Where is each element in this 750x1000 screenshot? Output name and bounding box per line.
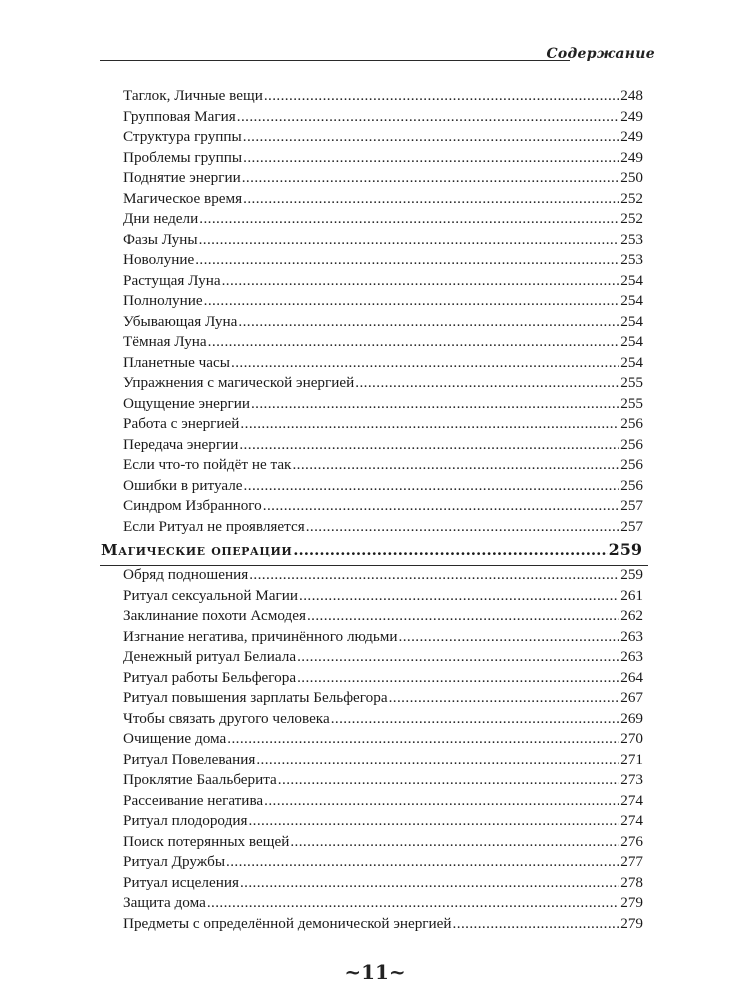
toc-entry-page: 253 (620, 230, 643, 248)
toc-entry-page: 254 (620, 333, 643, 350)
toc-entry-page: 248 (620, 87, 643, 104)
toc-entry[interactable] (123, 312, 643, 332)
toc-leader-dots (307, 606, 619, 626)
toc-entry[interactable] (123, 271, 643, 291)
toc-leader-dots (208, 332, 620, 352)
toc-entry-title: Тёмная Луна (123, 333, 207, 350)
toc-entry-title: Структура группы (123, 128, 242, 145)
toc-entry[interactable] (123, 353, 643, 373)
toc-entry-title: Дни недели (123, 210, 199, 227)
toc-entry-title: Ритуал плодородия (123, 812, 248, 829)
toc-entry[interactable] (123, 476, 643, 496)
toc-entry-title: Ритуал работы Бельфегора (123, 668, 297, 686)
toc-leader-dots (292, 455, 619, 475)
toc-entry[interactable] (123, 811, 643, 831)
toc-leader-dots (227, 729, 619, 749)
toc-entry-page: 263 (620, 627, 643, 645)
toc-leader-dots (293, 538, 607, 562)
toc-entry[interactable] (123, 791, 643, 811)
toc-entry-title: Полнолуние (123, 292, 203, 309)
toc-leader-dots (278, 770, 619, 790)
toc-entry-title: Защита дома (123, 894, 206, 911)
toc-entry[interactable] (123, 668, 643, 688)
toc-entry-title: Ритуал сексуальной Магии (123, 586, 299, 604)
toc-entry-title: Групповая Магия (123, 107, 236, 125)
toc-leader-dots (263, 496, 619, 516)
toc-leader-dots (306, 517, 620, 537)
toc-entry-title: Убывающая Луна (123, 312, 238, 330)
toc-entry[interactable] (123, 647, 643, 667)
toc-entry-title: Ошибки в ритуале (123, 476, 243, 494)
toc-entry[interactable] (123, 496, 643, 516)
toc-leader-dots (238, 312, 619, 332)
toc-leader-dots (249, 565, 619, 585)
toc-entry-page: 256 (620, 456, 643, 473)
toc-entry[interactable] (123, 893, 643, 913)
toc-leader-dots (256, 750, 619, 770)
section-title: Магические операции (101, 541, 293, 559)
toc-entry-page: 252 (620, 210, 643, 227)
toc-entry[interactable] (123, 168, 643, 188)
toc-entry-title: Проклятие Баальберита (123, 771, 277, 788)
toc-entry-title: Ритуал исцеления (123, 873, 239, 891)
toc-leader-dots (222, 271, 620, 291)
toc-entry-title: Денежный ритуал Белиала (123, 648, 297, 665)
toc-entry-title: Фазы Луны (123, 230, 198, 248)
header-rule (100, 60, 570, 61)
toc-leader-dots (243, 127, 619, 147)
toc-entry[interactable] (123, 770, 643, 790)
toc-entry[interactable] (123, 606, 643, 626)
page-number: ~11~ (344, 960, 406, 984)
toc-entry[interactable] (123, 414, 643, 434)
toc-entry-title: Если Ритуал не проявляется (123, 517, 305, 535)
toc-entry-page: 249 (620, 128, 643, 145)
toc-entry-title: Упражнения с магической энергией (123, 374, 355, 391)
toc-section-heading[interactable] (101, 538, 642, 562)
toc-entry-page: 253 (620, 251, 643, 268)
toc-entry[interactable] (123, 148, 643, 168)
toc-entry-title: Ритуал повышения зарплаты Бельфегора (123, 689, 388, 706)
toc-entry-page: 249 (620, 148, 643, 166)
toc-entry[interactable] (123, 709, 643, 729)
toc-leader-dots (226, 852, 619, 872)
toc-entry-title: Рассеивание негатива (123, 791, 264, 809)
toc-entry[interactable] (123, 832, 643, 852)
toc-entry[interactable] (123, 332, 643, 352)
toc-leader-dots (264, 86, 619, 106)
toc-entry-page: 276 (620, 832, 643, 850)
toc-entry-title: Ритуал Дружбы (123, 853, 226, 870)
toc-entry[interactable] (123, 852, 643, 872)
toc-entry-title: Обряд подношения (123, 566, 249, 583)
toc-entry-page: 261 (620, 586, 643, 604)
toc-leader-dots (297, 668, 619, 688)
toc-entry-title: Новолуние (123, 251, 195, 268)
toc-leader-dots (204, 291, 620, 311)
toc-entry[interactable] (123, 107, 643, 127)
toc-entry-page: 271 (620, 750, 643, 768)
toc-entry-title: Планетные часы (123, 353, 230, 371)
toc-entry-page: 254 (620, 271, 643, 289)
toc-leader-dots (251, 394, 619, 414)
toc-entry-page: 255 (620, 394, 643, 412)
toc-leader-dots (297, 647, 619, 667)
toc-leader-dots (244, 476, 620, 496)
toc-entry-title: Если что-то пойдёт не так (123, 456, 292, 473)
toc-entry-page: 267 (620, 689, 643, 706)
toc-entry-page: 262 (620, 607, 643, 624)
toc-leader-dots (248, 811, 619, 831)
toc-entry-page: 252 (620, 189, 643, 207)
toc-entry-page: 254 (620, 312, 643, 330)
toc-leader-dots (299, 586, 619, 606)
toc-entry-title: Предметы с определённой демонической энергией (123, 914, 452, 932)
toc-entry-title: Передача энергии (123, 435, 239, 453)
section-page: 259 (608, 540, 642, 559)
toc-leader-dots (199, 209, 619, 229)
toc-entry-page: 257 (620, 517, 643, 535)
toc-entry-title: Очищение дома (123, 730, 227, 747)
toc-entry[interactable] (123, 586, 643, 606)
toc-leader-dots (242, 168, 619, 188)
toc-leader-dots (237, 107, 619, 127)
toc-leader-dots (355, 373, 619, 393)
toc-entry[interactable] (123, 565, 643, 585)
toc-entry-page: 256 (620, 415, 643, 432)
toc-entry-page: 279 (620, 914, 643, 932)
toc-entry[interactable] (123, 627, 643, 647)
toc-entry[interactable] (123, 517, 643, 537)
toc-entry-page: 270 (620, 730, 643, 747)
toc-entry-page: 274 (620, 791, 643, 809)
toc-leader-dots (389, 688, 620, 708)
toc-entry-title: Растущая Луна (123, 271, 221, 289)
toc-entry-title: Ритуал Повелевания (123, 750, 256, 768)
toc-leader-dots (331, 709, 620, 729)
toc-entry-title: Синдром Избранного (123, 497, 262, 514)
toc-entry[interactable] (123, 435, 643, 455)
toc-entry-page: 249 (620, 107, 643, 125)
toc-entry-page: 264 (620, 668, 643, 686)
toc-entry-page: 257 (620, 497, 643, 514)
toc-entry-page: 259 (620, 566, 643, 583)
toc-entry[interactable] (123, 209, 643, 229)
toc-entry-page: 279 (620, 894, 643, 911)
toc-leader-dots (399, 627, 620, 647)
toc-entry-title: Работа с энергией (123, 415, 240, 432)
toc-leader-dots (264, 791, 619, 811)
toc-entry[interactable] (123, 250, 643, 270)
toc-entry[interactable] (123, 873, 643, 893)
toc-entry-page: 263 (620, 648, 643, 665)
toc-entry-page: 273 (620, 771, 643, 788)
toc-leader-dots (243, 148, 619, 168)
toc-leader-dots (240, 414, 619, 434)
toc-entry[interactable] (123, 373, 643, 393)
toc-entry-title: Магическое время (123, 189, 243, 207)
toc-entry-page: 256 (620, 476, 643, 494)
toc-entry-page: 250 (620, 169, 643, 186)
toc-entry[interactable] (123, 688, 643, 708)
toc-leader-dots (207, 893, 619, 913)
toc-leader-dots (453, 914, 620, 934)
toc-entry[interactable] (123, 750, 643, 770)
running-header-title: Содержание (546, 46, 655, 62)
toc-entry-title: Таглок, Личные вещи (123, 87, 263, 104)
toc-entry-title: Поднятие энергии (123, 169, 241, 186)
toc-entry-page: 274 (620, 812, 643, 829)
toc-entry-title: Поиск потерянных вещей (123, 832, 290, 850)
toc-leader-dots (231, 353, 619, 373)
toc-leader-dots (195, 250, 619, 270)
toc-leader-dots (240, 873, 619, 893)
toc-entry[interactable] (123, 127, 643, 147)
toc-entry-page: 255 (620, 374, 643, 391)
toc-entry[interactable] (123, 394, 643, 414)
toc-entry[interactable] (123, 914, 643, 934)
toc-entry-title: Чтобы связать другого человека (123, 709, 330, 727)
toc-leader-dots (239, 435, 619, 455)
toc-entry-page: 254 (620, 353, 643, 371)
toc-entry[interactable] (123, 230, 643, 250)
toc-entry-page: 277 (620, 853, 643, 870)
toc-entry-page: 256 (620, 435, 643, 453)
toc-entry[interactable] (123, 189, 643, 209)
toc-entry[interactable] (123, 86, 643, 106)
toc-leader-dots (290, 832, 619, 852)
toc-entry-page: 278 (620, 873, 643, 891)
toc-entry[interactable] (123, 291, 643, 311)
toc-entry-page: 254 (620, 292, 643, 309)
toc-entry-title: Проблемы группы (123, 148, 243, 166)
toc-entry-page: 269 (620, 709, 643, 727)
toc-leader-dots (199, 230, 620, 250)
toc-entry-title: Изгнание негатива, причинённого людьми (123, 627, 398, 645)
toc-entry[interactable] (123, 729, 643, 749)
toc-entry-title: Ощущение энергии (123, 394, 250, 412)
toc-entry[interactable] (123, 455, 643, 475)
toc-leader-dots (243, 189, 619, 209)
toc-entry-title: Заклинание похоти Асмодея (123, 607, 306, 624)
